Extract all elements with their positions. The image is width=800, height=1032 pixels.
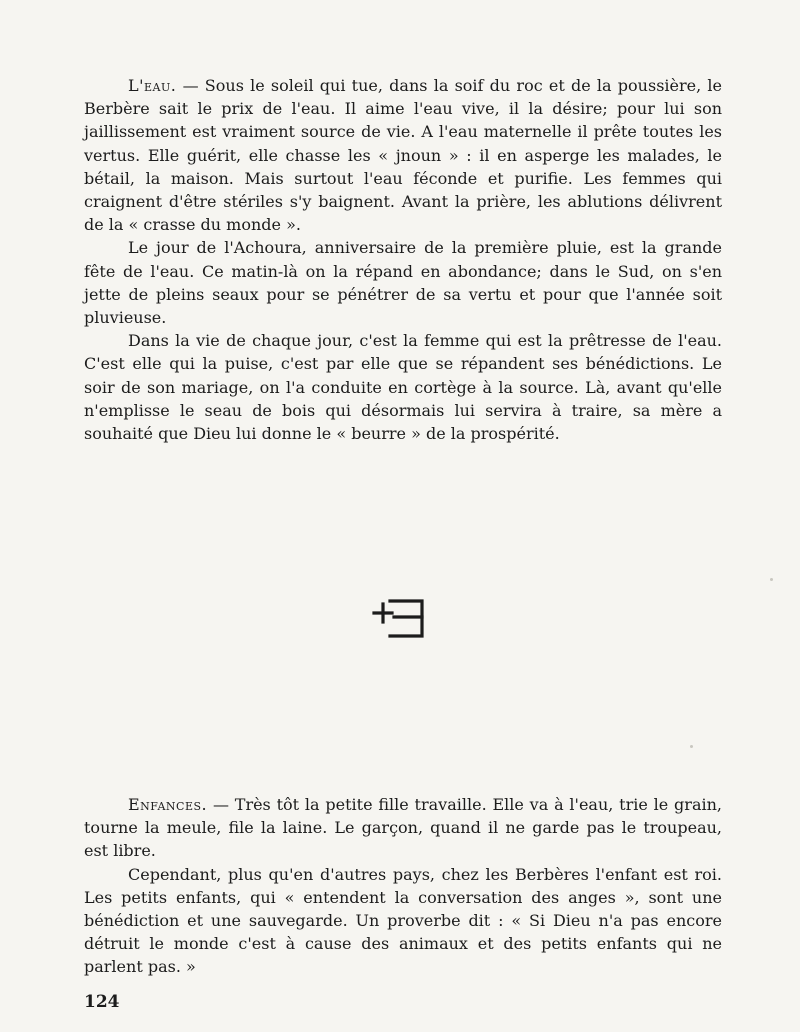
tifinagh-symbol-icon: [370, 596, 430, 642]
paragraph: [84, 74, 722, 236]
section-children: [84, 793, 722, 979]
paragraph-text: — Très tôt la petite fille travaille. Elle va à l'eau, trie le grain, tourne la meule, file la laine. Le garçon, quand il ne garde pas le troupeau, est libre.: [84, 795, 722, 861]
paragraph: Dans la vie de chaque jour, c'est la femme qui est la prêtresse de l'eau. C'est elle qui la puise, c'est par elle que se répandent ses bénédictions. Le soir de son mariage, on l'a conduite en cortège à la source. Là, avant qu'elle n'emplisse le seau de bois qui désormais lui servira à traire, sa mère a souhaité que Dieu lui donne le « beurre » de la prospérité.: [84, 331, 722, 444]
page-number: 124: [84, 992, 120, 1012]
paper-speck: [770, 578, 773, 581]
paragraph-text: — Sous le soleil qui tue, dans la soif du roc et de la poussière, le Berbère sait le prix de l'eau. Il aime l'eau vive, il la désire; pour lui son jaillissement est vraiment source de vie. A l'eau maternelle il prête toutes les vertus. Elle guérit, elle chasse les « jnoun » : il en asperge les malades, le bétail, la maison. Mais surtout l'eau féconde et purifie. Les femmes qui craignent d'être stériles s'y baignent. Avant la prière, les ablutions délivrent de la « crasse du monde ».: [84, 76, 722, 235]
paragraph: [84, 793, 722, 863]
section-water: [84, 74, 722, 445]
paper-speck: [690, 745, 693, 748]
paragraph: Le jour de l'Achoura, anniversaire de la première pluie, est la grande fête de l'eau. Ce matin-là on la répand en abondance; dans le Sud, on s'en jette de pleins seaux pour se pénétrer de sa vertu et pour que l'année soit pluvieuse.: [84, 238, 722, 328]
section-heading: Enfances.: [128, 795, 208, 814]
section-heading: L'eau.: [128, 76, 177, 95]
paragraph: Cependant, plus qu'en d'autres pays, chez les Berbères l'enfant est roi. Les petits enfants, qui « entendent la conversation des anges », sont une bénédiction et une sauvegarde. Un proverbe dit : « Si Dieu n'a pas encore détruit le monde c'est à cause des animaux et des petits enfants qui ne parlent pas. »: [84, 864, 722, 977]
